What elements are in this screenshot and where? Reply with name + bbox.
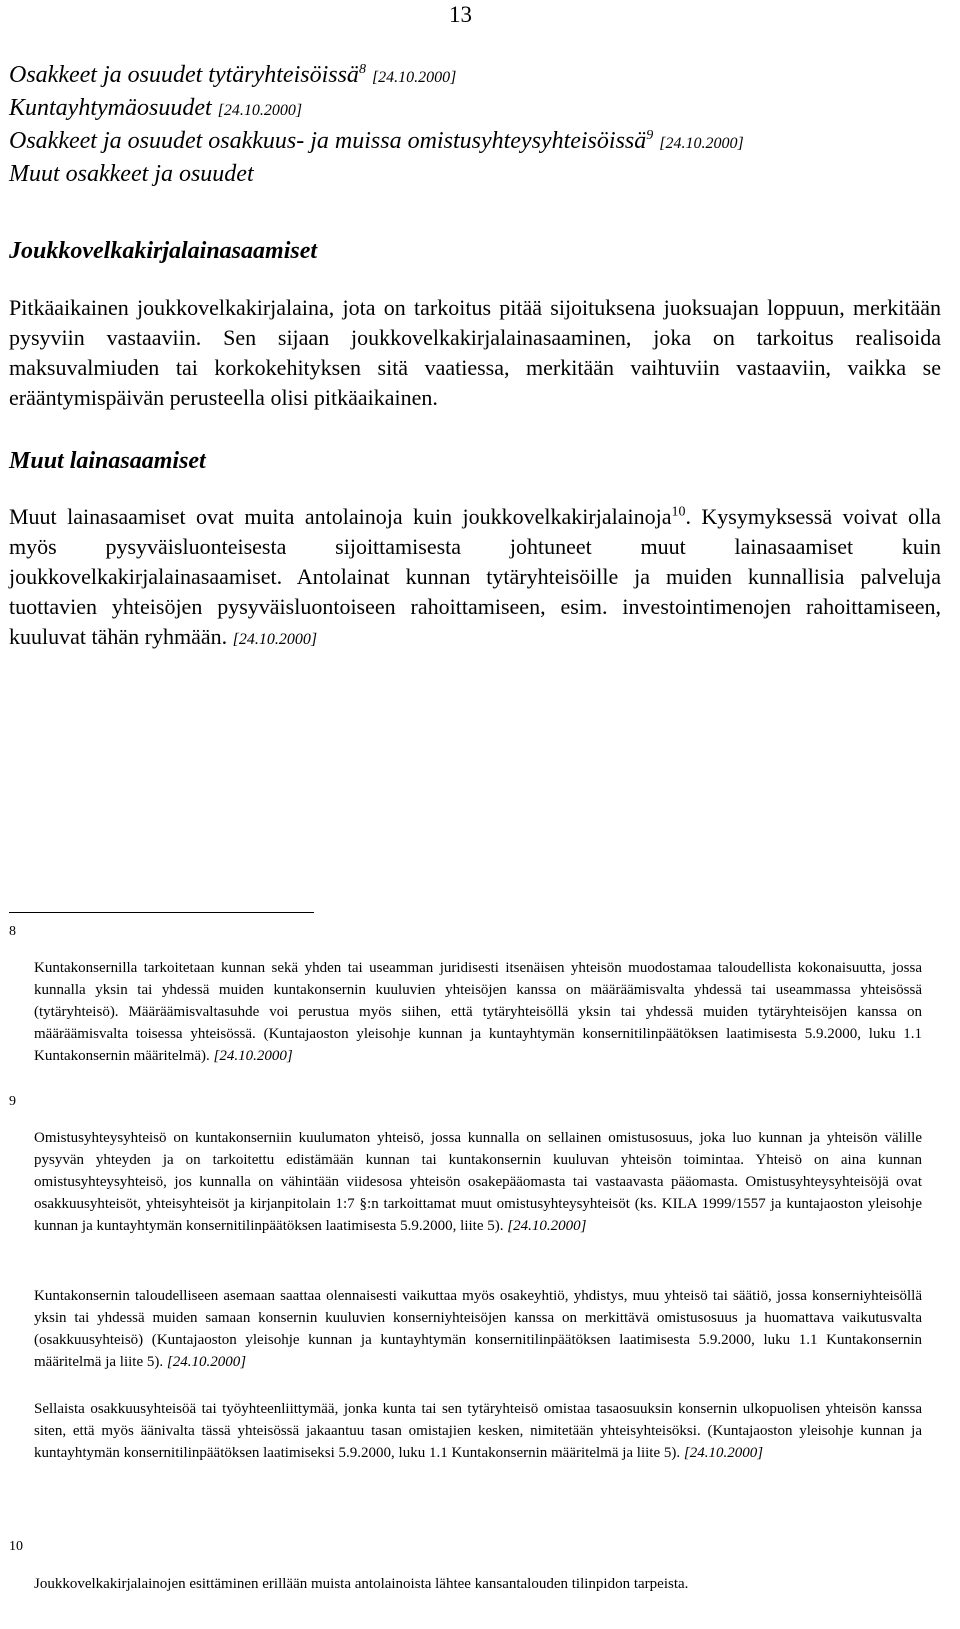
bond-receivables-section <box>9 236 941 413</box>
bond-receivables-heading: Joukkovelkakirjalainasaamiset <box>9 238 318 264</box>
heading-municipal-federation-shares <box>9 93 939 126</box>
amendment-date: [24.10.2000] <box>166 1354 247 1370</box>
footnote-9-paragraph-1 <box>34 1127 922 1237</box>
footnote-9-paragraph-2 <box>34 1285 922 1373</box>
bond-receivables-paragraph: Pitkäaikainen joukkovelkakirjalaina, jota on tarkoitus pitää sijoituksena juoksuajan loppuun, merkitään pysyviin vastaaviin. Sen sijaan joukkovelkakirjalainasaaminen, joka on tarkoitus realisoida maksuvalmiuden tai korkokehityksen sitä vaatiessa, merkitään vaihtuviin vastaaviin, vaikka se erääntymispäivän perusteella olisi pitkäaikainen. <box>9 295 941 410</box>
footnote-text: Kuntakonsernin taloudelliseen asemaan saattaa olennaisesti vaikuttaa myös osakeyhtiö, yhdistys, muu yhteisö tai säätiö, jossa konserniyhteisöllä yksin tai yhdessä muiden samaan konsernin kuuluvien konserniyhteisöjen kanssa on merkittävä omistusosuus ja huomattava vaikutusvalta (osakkuusyhteisö) (Kuntajaoston yleisohje kunnan ja kuntayhtymän konsernitilinpäätöksen laatimisesta 5.9.2000, luku 1.1 Kuntakonsernin määritelmä ja liite 5). <box>34 1288 922 1370</box>
footnote-9-mark: 9 <box>9 1094 16 1109</box>
footnote-8-mark: 8 <box>9 924 16 939</box>
heading-associated-shares <box>9 126 939 159</box>
amendment-date: [24.10.2000] <box>507 1218 587 1234</box>
other-loans-paragraph <box>9 502 941 655</box>
heading-text: Osakkeet ja osuudet osakkuus- ja muissa omistusyhteysyhteisöissä <box>9 128 647 154</box>
paragraph-text: . Kysymyksessä voivat olla myös pysyväisluonteisesta sijoittamisesta johtuneet muut lainasaamiset kuin joukkovelkakirjalainasaamiset. Antolainat kunnan tytäryhteisöille ja muiden kunnallisia palveluja tuottavien yhteisöjen pysyväisluontoiseen rahoittamiseen, esim. investointimenojen rahoittamiseen, kuuluvat tähän ryhmään. <box>9 504 941 649</box>
footnote-text: Kuntakonsernilla tarkoitetaan kunnan sekä yhden tai useamman juridisesti itsenäisen yhteisön muodostamaa taloudellista kokonaisuutta, jossa kunnalla yksin tai yhdessä muiden kuntakonsernin kuuluvien yhteisöjen kanssa on määräämisvalta yhdessä tai useammassa yhteisössä (tytäryhteisö). Määräämisvaltasuhde voi perustua myös siihen, että tytäryhteisöllä yksin tai yhdessä muiden tytäryhteisöjen kanssa on määräämisvalta toisessa yhteisössä. (Kuntajaoston yleisohje kunnan ja kuntayhtymän konsernitilinpäätöksen laatimisesta 5.9.2000, luku 1.1 Kuntakonsernin määritelmä). <box>34 960 922 1064</box>
page-number: 13 <box>449 2 472 27</box>
heading-subsidiary-shares <box>9 60 939 93</box>
footnote-ref-8[interactable]: 8 <box>358 62 366 77</box>
footnote-8-text <box>34 957 922 1067</box>
footnote-text: Omistusyhteysyhteisö on kuntakonserniin kuulumaton yhteisö, jossa kunnalla on sellainen omistusosuus, joka luo kunnan ja yhteisön välille pysyvän yhteyden ja on tarkoitettu edistämään kunnan tai kuntakonsernin kuuluvan yhteisön toimintaa. Yhteisö on aina kunnan omistusyhteysyhteisö, jos kunnalla on vähintään viidesosa yhteisön osakepääomasta tai vastaavasta pääomasta. Omistusyhteysyhteisöjä ovat osakkuusyhteisöt, yhteisyhteisöt ja kirjanpitolain 1:7 §:n tarkoittamat muut omistusyhteysyhteisöt (ks. KILA 1999/1557 ja kuntajaoston yleisohje kunnan ja kuntayhtymän konsernitilinpäätöksen laatimisesta 5.9.2000, liite 5). <box>34 1130 922 1234</box>
other-loans-section <box>9 446 941 655</box>
heading-text: Muut osakkeet ja osuudet <box>9 161 254 187</box>
heading-text: Osakkeet ja osuudet tytäryhteisöissä <box>9 62 359 88</box>
amendment-date: [24.10.2000] <box>232 631 318 648</box>
amendment-date: [24.10.2000] <box>659 135 744 152</box>
other-loans-heading: Muut lainasaamiset <box>9 448 206 474</box>
amendment-date: [24.10.2000] <box>371 69 457 86</box>
amendment-date: [24.10.2000] <box>213 1048 293 1064</box>
footnote-separator <box>9 912 314 913</box>
footnote-9-paragraph-3 <box>34 1398 922 1464</box>
amendment-date: [24.10.2000] <box>217 102 303 119</box>
footnote-text: Sellaista osakkuusyhteisöä tai työyhteenliittymää, jonka kunta tai sen tytäryhteisö omistaa tasaosuuksin konsernin ulkopuolisen yhteisön kanssa siten, että myös äänivalta tässä yhteisössä jakaantuu tasan omistajien kesken, nimitetään yhteisyhteisöksi. (Kuntajaoston yleisohje kunnan ja kuntayhtymän konsernitilinpäätöksen laatimiseksi 5.9.2000, luku 1.1 Kuntakonsernin määritelmä ja liite 5). <box>34 1401 922 1461</box>
section-heading-list <box>9 60 939 189</box>
footnote-ref-10[interactable]: 10 <box>671 504 686 520</box>
heading-text: Kuntayhtymäosuudet <box>9 95 212 121</box>
footnote-10-mark: 10 <box>9 1539 23 1554</box>
amendment-date: [24.10.2000] <box>683 1445 764 1461</box>
footnote-ref-9[interactable]: 9 <box>646 128 654 143</box>
footnote-10-text: Joukkovelkakirjalainojen esittäminen erillään muista antolainoista lähtee kansantalouden tilinpidon tarpeista. <box>34 1576 689 1592</box>
paragraph-text: Muut lainasaamiset ovat muita antolainoja kuin joukkovelkakirjalainoja <box>9 504 672 529</box>
heading-other-shares <box>9 159 939 189</box>
